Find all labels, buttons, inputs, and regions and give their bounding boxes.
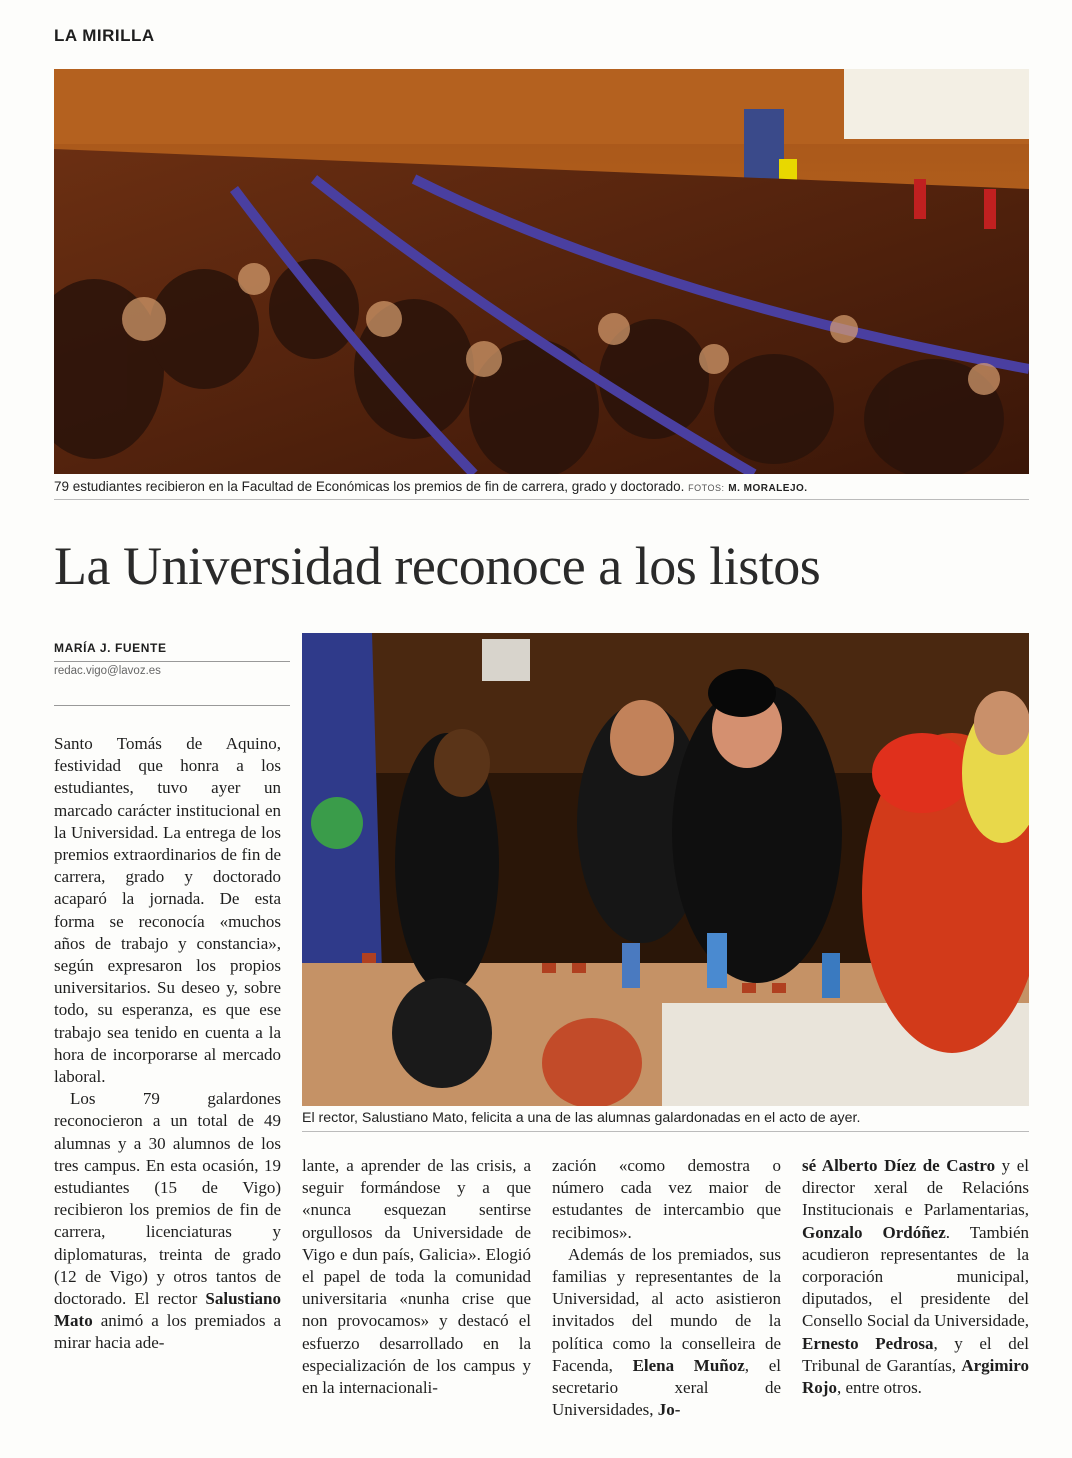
byline: MARÍA J. FUENTE [54,641,167,655]
col4-text-b: y el director xeral de Relacións Institucionais e Parlamentarias, [802,1156,1029,1220]
photo-credit-label: FOTOS: [688,483,725,493]
top-caption-text: 79 estudiantes recibieron en la Facultad de Económicas los premios de fin de carrera, grado y doctorado. [54,479,685,494]
ceremony-photo-caption: El rector, Salustiano Mato, felicita a una de las alumnas galardonadas en el acto de ayer. [302,1110,861,1126]
col4-text-d: . También acudieron representantes de la corporación municipal, diputados, el presidente del Consello Social da Universidade, [802,1222,1029,1331]
section-label: LA MIRILLA [54,26,155,45]
email-rule [54,705,290,706]
photo-credit-name: M. MORALEJO. [728,483,808,494]
caption-rule [54,499,1029,500]
byline-rule [54,661,290,662]
col3-paragraph-1: zación «como demostra o número cada vez maior de estudantes de intercambio que recibimos». [552,1156,781,1242]
name-jose-alberto-diez-de-castro: sé Alberto Díez de Castro [802,1156,996,1175]
col4-text-f: , y el del Tribunal de Garantías, [802,1333,1029,1375]
ceremony-caption-rule [302,1131,1029,1132]
ceremony-photo [302,633,1029,1106]
col3-p2-text-c: , el secretario xeral de Universidades, [552,1355,781,1420]
name-elena-munoz: Elena Muñoz [632,1355,745,1375]
article-column-3 [552,1155,781,1421]
article-column-1 [54,733,281,1355]
col3-p2-text-a: Además de los premiados, sus familias y representantes de la Universidad, al acto asistieron invitados del mundo de la política como la conselleira de Facenda, [552,1244,781,1375]
col1-paragraph-2 [54,1088,281,1354]
author-email: redac.vigo@lavoz.es [54,665,161,677]
name-jose-alberto-start: Jo- [657,1400,681,1420]
col4-text-h: , entre otros. [836,1378,922,1398]
name-salustiano-mato: Salustiano Mato [54,1289,281,1331]
col1-p2-text-c: animó a los premiados a mirar hacia ade- [54,1311,281,1353]
col1-paragraph-1: Santo Tomás de Aquino, festividad que honra a los estudiantes, tuvo ayer un marcado carácter institucional en la Universidad. La entrega de los premios extraordinarios de fin de carrera, grado y doctorado acaparó la jornada. De esta forma se reconocía «muchos años de trabajo y constancia», según expresaron los propios universitarios. Su deseo y, sobre todo, su esperanza, es que ese trabajo sea tenido en cuenta a la hora de incorporarse al mercado laboral. [54,734,281,1087]
col2-paragraph: lante, a aprender de las crisis, a seguir formándose y a que «nunca esquezan sentirse orgullosos da Universidade de Vigo e dun país, Galicia». Elogió el papel de toda la comunidad universitaria «nunha crise que non provocamos» y destacó el esfuerzo desarrollado en la especialización de los campus y en la internacionali- [302,1156,531,1398]
col3-paragraph-2 [552,1244,781,1422]
col4-paragraph [802,1155,1029,1399]
article-column-2 [302,1155,531,1399]
name-gonzalo-ordonez: Gonzalo Ordóñez [802,1222,946,1242]
col1-p2-text-a: Los 79 galardones reconocieron a un total de 49 alumnas y a 30 alumnos de los tres campus. En esta ocasión, 19 estudiantes (15 de Vigo) recibieron los premios de fin de carrera, licenciaturas y diplomaturas, treinta de grado (12 de Vigo) y otros tantos de doctorado. El rector [54,1089,281,1309]
top-photo-caption [54,479,1029,494]
headline: La Universidad reconoce a los listos [54,536,821,596]
name-argimiro-rojo: Argimiro Rojo [802,1355,1029,1398]
name-ernesto-pedrosa: Ernesto Pedrosa [802,1333,934,1353]
article-column-4 [802,1155,1029,1399]
auditorium-photo [54,69,1029,474]
